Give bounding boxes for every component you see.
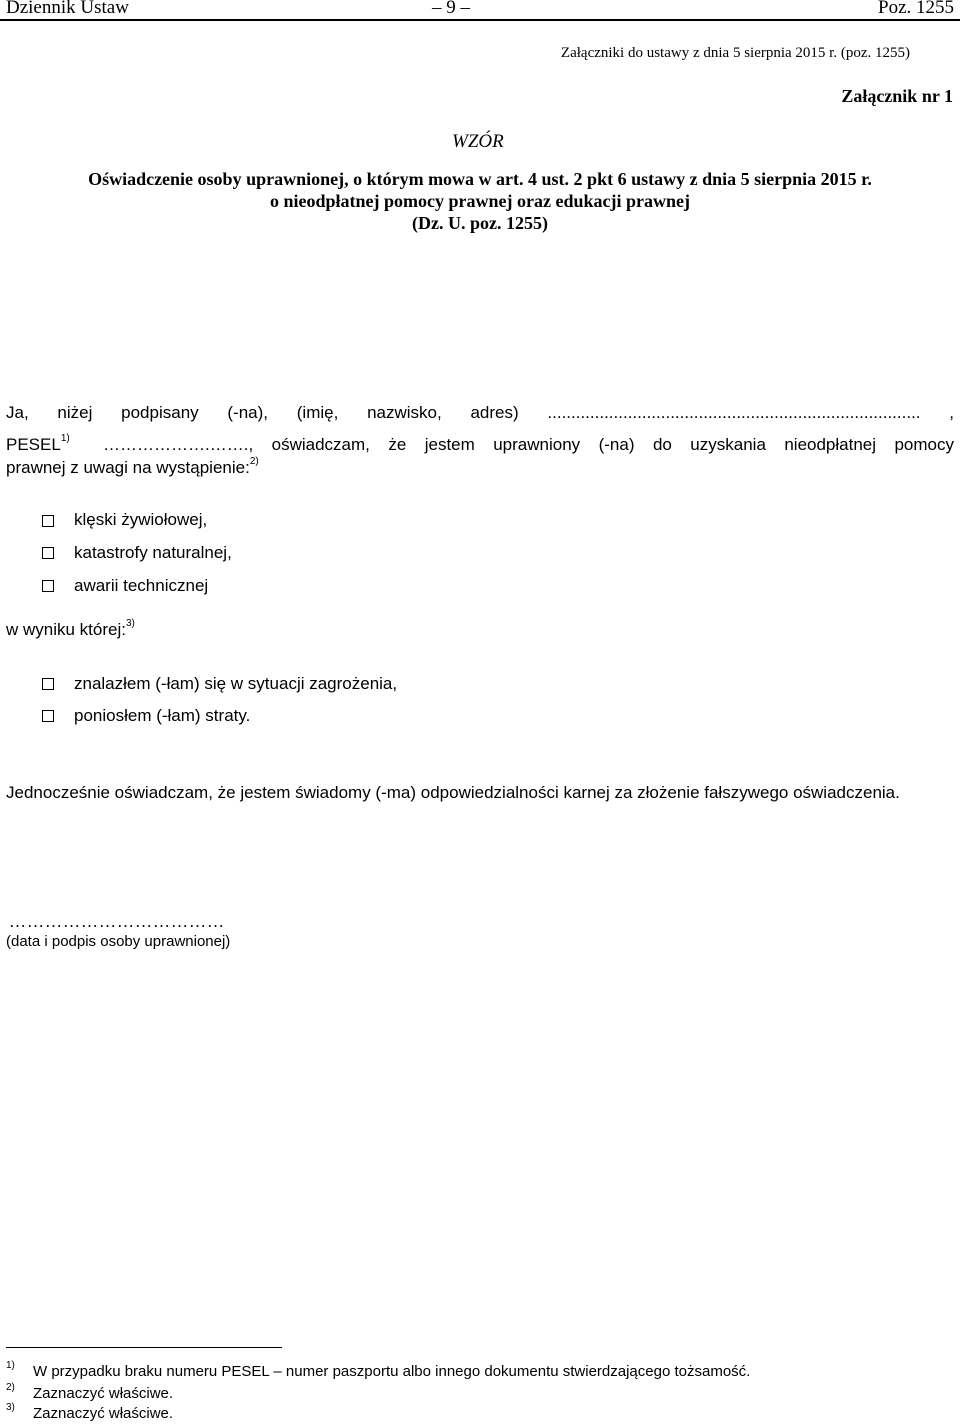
- footnote-ref-1: 1): [60, 433, 70, 445]
- footnote-ref-3: 3): [125, 618, 135, 630]
- annex-number: Załącznik nr 1: [841, 86, 953, 106]
- pesel-label: PESEL: [6, 435, 61, 454]
- option-label-natural-disaster: klęski żywiołowej,: [74, 510, 208, 529]
- option-label-threat-situation: znalazłem (-łam) się w sytuacji zagrożenia,: [74, 674, 398, 693]
- header-position: Poz. 1255: [878, 0, 954, 18]
- checkbox-technical-failure[interactable]: [42, 580, 54, 592]
- footnote-1-text: W przypadku braku numeru PESEL – numer paszportu albo innego dokumentu stwierdzającego tożsamość.: [33, 1363, 751, 1380]
- declaration-line-2: ……………….……., oświadczam, że jestem uprawniony (-na) do uzyskania nieodpłatnej pomocy: [103, 435, 954, 454]
- checkbox-natural-disaster[interactable]: [42, 515, 54, 527]
- declaration-line-1: Ja, niżej podpisany (-na), (imię, nazwisko, adres) ............................................................................... ,: [6, 403, 954, 422]
- declaration-line-3-text: prawnej z uwagi na wystąpienie:: [6, 458, 250, 477]
- title-line-1: Oświadczenie osoby uprawnionej, o którym mowa w art. 4 ust. 2 pkt 6 ustawy z dnia 5 sierpnia 2015 r.: [88, 169, 872, 189]
- liability-statement: Jednocześnie oświadczam, że jestem świadomy (-ma) odpowiedzialności karnej za złożenie fałszywego oświadczenia.: [6, 783, 900, 802]
- pesel-label-wrap: [6, 435, 70, 455]
- result-label-wrap: [6, 620, 135, 640]
- option-label-technical-failure: awarii technicznej: [74, 576, 209, 595]
- footnote-2-text: Zaznaczyć właściwe.: [33, 1385, 174, 1402]
- title-line-3: (Dz. U. poz. 1255): [412, 213, 548, 233]
- checkbox-losses[interactable]: [42, 710, 54, 722]
- header-journal-name: Dziennik Ustaw: [6, 0, 129, 18]
- footnote-1-number: 1): [6, 1360, 15, 1371]
- footnote-3-number: 3): [6, 1402, 15, 1413]
- footnote-2-number: 2): [6, 1382, 15, 1393]
- template-label: WZÓR: [452, 131, 504, 152]
- title-line-2: o nieodpłatnej pomocy prawnej oraz edukacji prawnej: [270, 191, 690, 211]
- declaration-line-3: [6, 458, 259, 478]
- signature-caption: (data i podpis osoby uprawnionej): [6, 933, 231, 950]
- footnote-divider: [6, 1347, 282, 1348]
- checkbox-natural-catastrophe[interactable]: [42, 547, 54, 559]
- signature-line: ………………………………: [9, 912, 225, 931]
- header-page-number: – 9 –: [432, 0, 470, 18]
- annex-reference: Załączniki do ustawy z dnia 5 sierpnia 2015 r. (poz. 1255): [560, 45, 910, 61]
- footnote-ref-2: 2): [249, 456, 259, 468]
- result-label: w wyniku której:: [6, 620, 126, 639]
- option-label-natural-catastrophe: katastrofy naturalnej,: [74, 543, 232, 562]
- footnote-3-text: Zaznaczyć właściwe.: [33, 1405, 174, 1422]
- checkbox-threat-situation[interactable]: [42, 678, 54, 690]
- option-label-losses: poniosłem (-łam) straty.: [74, 706, 251, 725]
- header-divider: [0, 19, 960, 21]
